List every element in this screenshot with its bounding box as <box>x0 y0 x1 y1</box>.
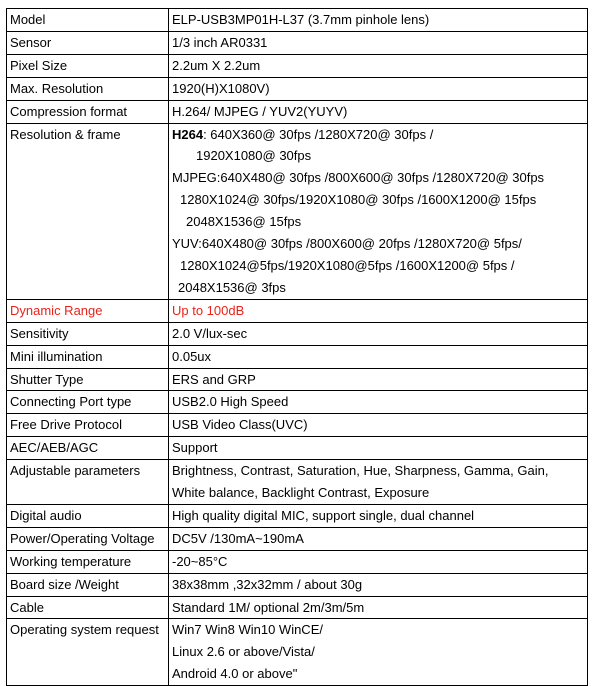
row-label: Model <box>7 9 169 32</box>
row-value: 1920(H)X1080V) <box>169 77 588 100</box>
mjpeg-line-2: 1280X1024@ 30fps/1920X1080@ 30fps /1600X1200@ 15fps <box>180 192 537 208</box>
row-value-adjustable <box>169 460 588 505</box>
row-value: USB2.0 High Speed <box>169 391 588 414</box>
row-label: Cable <box>7 596 169 619</box>
adjustable-line-1: Brightness, Contrast, Saturation, Hue, Sharpness, Gamma, Gain, <box>172 463 549 479</box>
h264-label: H264 <box>172 126 204 142</box>
row-label: Sensor <box>7 31 169 54</box>
h264-line-1: : 640X360@ 30fps /1280X720@ 30fps / <box>203 126 434 142</box>
row-label: Board size /Weight <box>7 573 169 596</box>
table-row <box>7 527 588 550</box>
table-row <box>7 619 588 686</box>
row-label: Pixel Size <box>7 54 169 77</box>
yuv-line-3: 2048X1536@ 3fps <box>178 279 286 295</box>
row-value: Support <box>169 437 588 460</box>
table-row <box>7 437 588 460</box>
row-label: AEC/AEB/AGC <box>7 437 169 460</box>
table-row <box>7 100 588 123</box>
row-label: Resolution & frame <box>7 123 169 299</box>
table-row <box>7 573 588 596</box>
row-value: Standard 1M/ optional 2m/3m/5m <box>169 596 588 619</box>
row-value: 2.0 V/lux-sec <box>169 322 588 345</box>
table-row <box>7 391 588 414</box>
mjpeg-line-3: 2048X1536@ 15fps <box>186 214 302 230</box>
row-value: USB Video Class(UVC) <box>169 414 588 437</box>
row-label: Operating system request <box>7 619 169 686</box>
table-row <box>7 77 588 100</box>
row-value: ELP-USB3MP01H-L37 (3.7mm pinhole lens) <box>169 9 588 32</box>
row-label: Connecting Port type <box>7 391 169 414</box>
yuv-line-1: YUV:640X480@ 30fps /800X600@ 20fps /1280X720@ 5fps/ <box>172 236 522 252</box>
os-line-3: Android 4.0 or above" <box>172 666 298 682</box>
row-label: Working temperature <box>7 550 169 573</box>
row-value: ERS and GRP <box>169 368 588 391</box>
row-label: Sensitivity <box>7 322 169 345</box>
yuv-line-2: 1280X1024@5fps/1920X1080@5fps /1600X1200@ 5fps / <box>180 257 515 273</box>
os-line-2: Linux 2.6 or above/Vista/ <box>172 644 315 660</box>
row-value: 0.05ux <box>169 345 588 368</box>
row-label: Mini illumination <box>7 345 169 368</box>
table-row <box>7 9 588 32</box>
os-line-1: Win7 Win8 Win10 WinCE/ <box>172 622 323 638</box>
row-value: High quality digital MIC, support single, dual channel <box>169 504 588 527</box>
spec-table <box>6 8 588 686</box>
row-value-highlight: Up to 100dB <box>169 299 588 322</box>
table-row <box>7 31 588 54</box>
table-row <box>7 550 588 573</box>
adjustable-line-2: White balance, Backlight Contrast, Exposure <box>172 485 430 501</box>
mjpeg-line-1: MJPEG:640X480@ 30fps /800X600@ 30fps /1280X720@ 30fps <box>172 170 545 186</box>
table-row <box>7 504 588 527</box>
row-label: Compression format <box>7 100 169 123</box>
row-label: Free Drive Protocol <box>7 414 169 437</box>
table-row <box>7 322 588 345</box>
row-value: 1/3 inch AR0331 <box>169 31 588 54</box>
row-value: 2.2um X 2.2um <box>169 54 588 77</box>
row-label: Power/Operating Voltage <box>7 527 169 550</box>
table-row <box>7 460 588 505</box>
table-row <box>7 345 588 368</box>
table-row-resolution <box>7 123 588 299</box>
row-label: Shutter Type <box>7 368 169 391</box>
table-row <box>7 596 588 619</box>
row-value-os <box>169 619 588 686</box>
table-row <box>7 414 588 437</box>
table-row <box>7 368 588 391</box>
table-row <box>7 54 588 77</box>
h264-line-2: 1920X1080@ 30fps <box>196 148 312 164</box>
row-label: Max. Resolution <box>7 77 169 100</box>
row-label: Digital audio <box>7 504 169 527</box>
row-value: 38x38mm ,32x32mm / about 30g <box>169 573 588 596</box>
row-value: H.264/ MJPEG / YUV2(YUYV) <box>169 100 588 123</box>
h264-line <box>172 124 584 146</box>
row-value-resolution <box>169 123 588 299</box>
row-value: -20~85°C <box>169 550 588 573</box>
row-value: DC5V /130mA~190mA <box>169 527 588 550</box>
row-label: Adjustable parameters <box>7 460 169 505</box>
table-row <box>7 299 588 322</box>
row-label-highlight: Dynamic Range <box>7 299 169 322</box>
